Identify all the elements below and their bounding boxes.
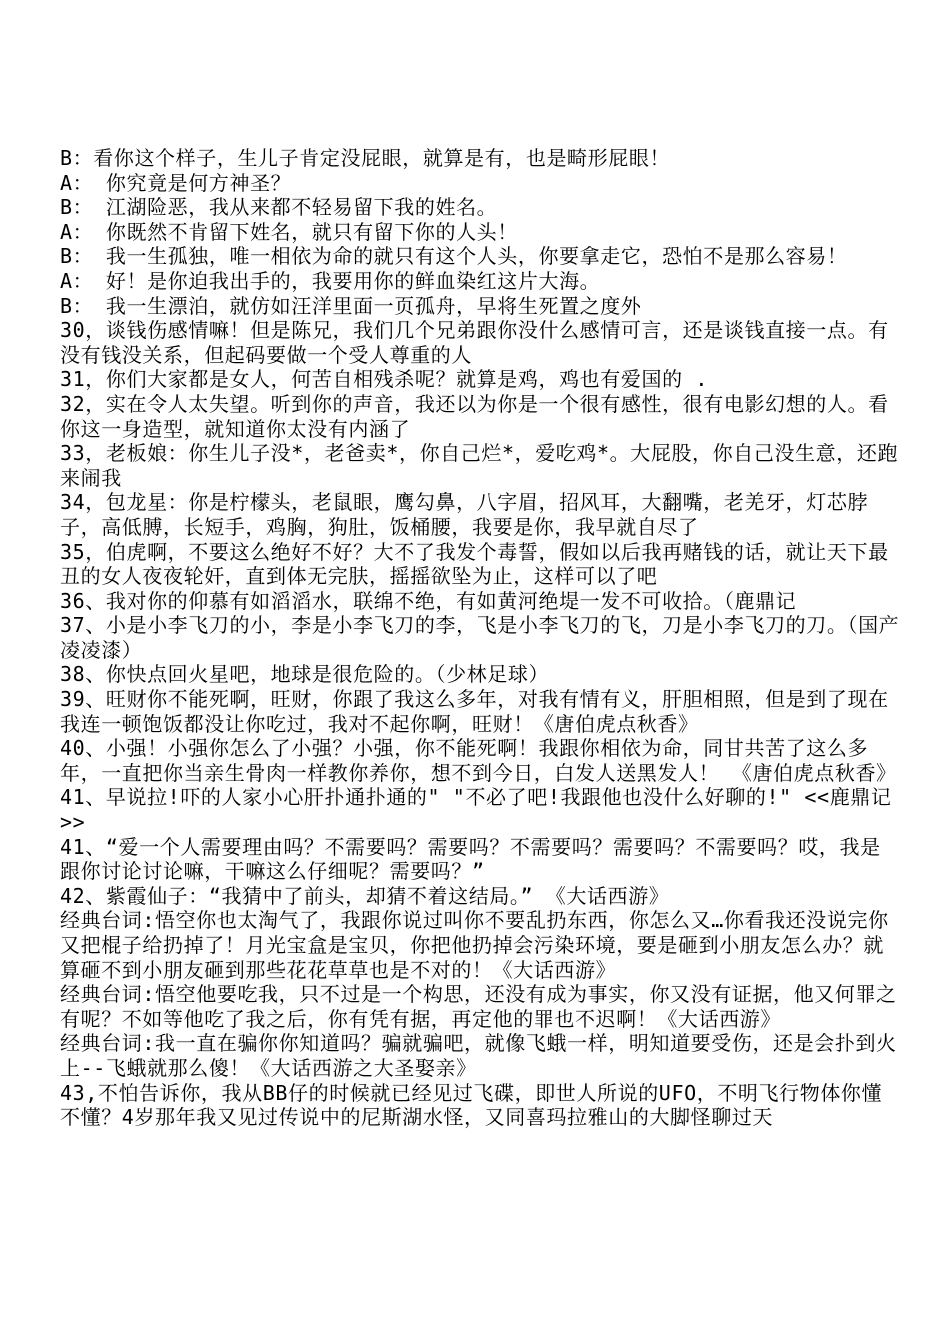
text-paragraph: 30，谈钱伤感情嘛！但是陈兄，我们几个兄弟跟你没什么感情可言，还是谈钱直接一点。有没有钱没关系，但起码要做一个受人尊重的人 (60, 318, 889, 367)
text-paragraph: 31，你们大家都是女人，何苦自相残杀呢？就算是鸡，鸡也有爱国的 . (60, 367, 708, 392)
text-paragraph: A： 你究竟是何方神圣？ (60, 170, 292, 195)
text-paragraph: 40、小强！小强你怎么了小强？小强，你不能死啊！我跟你相依为命，同甘共苦了这么多年，一直把你当亲生骨肉一样教你养你，想不到今日，白发人送黑发人！ 《唐伯虎点秋香》 (60, 736, 897, 785)
text-paragraph: B：看你这个样子，生儿子肯定没屁眼，就算是有，也是畸形屁眼！ (60, 146, 671, 170)
text-paragraph: 35，伯虎啊，不要这么绝好不好？大不了我发个毒誓，假如以后我再赌钱的话，就让天下最丑的女人夜夜轮奸，直到体无完肤，摇摇欲坠为止，这样可以了吧 (60, 539, 889, 589)
text-paragraph: A： 你既然不肯留下姓名，就只有留下你的人头！ (60, 219, 518, 244)
text-paragraph: B： 我一生漂泊，就仿如汪洋里面一页孤舟，早将生死置之度外 (60, 293, 642, 318)
text-paragraph: 39、旺财你不能死啊，旺财，你跟了我这么多年，对我有情有义，肝胆相照，但是到了现在我连一顿饱饭都没让你吃过，我对不起你啊，旺财！《唐伯虎点秋香》 (60, 687, 889, 736)
text-paragraph: 33，老板娘：你生儿子没*，老爸卖*，你自己烂*，爱吃鸡*。大屁股，你自己没生意，还跑来闹我 (60, 441, 899, 490)
document-body (60, 146, 900, 1130)
text-paragraph: A： 好！是你迫我出手的，我要用你的鲜血染红这片大海。 (60, 268, 601, 293)
text-paragraph: 43,不怕告诉你，我从BB仔的时候就已经见过飞碟，即世人所说的UFO，不明飞行物体你懂不懂？4岁那年我又见过传说中的尼斯湖水怪，又同喜玛拉雅山的大脚怪聊过天 (60, 1080, 883, 1130)
text-paragraph: 34，包龙星：你是柠檬头，老鼠眼，鹰勾鼻，八字眉，招风耳，大翻嘴，老羌牙，灯芯脖子，高低膊，长短手，鸡胸，狗肚，饭桶腰，我要是你，我早就自尽了 (60, 490, 869, 539)
text-paragraph: 经典台词:悟空你也太淘气了，我跟你说过叫你不要乱扔东西，你怎么又…你看我还没说完你又把棍子给扔掉了！月光宝盒是宝贝，你把他扔掉会污染环境，要是砸到小朋友怎么办？就算砸不到小朋友砸到那些花花草草也是不对的！《大话西游》 (60, 908, 889, 982)
text-paragraph: 32，实在令人太失望。听到你的声音，我还以为你是一个很有感性，很有电影幻想的人。看你这一身造型，就知道你太没有内涵了 (60, 391, 889, 441)
text-paragraph: 41、“爱一个人需要理由吗？不需要吗？需要吗？不需要吗？需要吗？不需要吗？哎，我是跟你讨论讨论嘛，干嘛这么仔细呢？需要吗？” (60, 834, 881, 884)
text-paragraph: B： 我一生孤独，唯一相依为命的就只有这个人头，你要拿走它，恐怕不是那么容易！ (60, 244, 848, 269)
text-paragraph: 38、你快点回火星吧，地球是很危险的。（少林足球） (60, 662, 550, 687)
text-paragraph: 41、早说拉!吓的人家小心肝扑通扑通的" "不必了吧!我跟他也没什么好聊的!" <<鹿鼎记>> (60, 785, 892, 835)
text-paragraph: 经典台词:悟空他要吃我，只不过是一个构思，还没有成为事实，你又没有证据，他又何罪之有呢？不如等他吃了我之后，你有凭有据，再定他的罪也不迟啊！《大话西游》 (60, 982, 897, 1031)
text-paragraph: 42、紫霞仙子：“我猜中了前头，却猜不着这结局。” 《大话西游》 (60, 883, 670, 908)
text-paragraph: B： 江湖险恶，我从来都不轻易留下我的姓名。 (60, 195, 498, 220)
text-paragraph: 37、小是小李飞刀的小，李是小李飞刀的李，飞是小李飞刀的飞，刀是小李飞刀的刀。（国产凌凌漆） (60, 613, 900, 662)
text-paragraph: 经典台词:我一直在骗你你知道吗？骗就骗吧，就像飞蛾一样，明知道要受伤，还是会扑到火上--飞蛾就那么傻！《大话西游之大圣娶亲》 (60, 1031, 897, 1080)
text-paragraph: 36、我对你的仰慕有如滔滔水，联绵不绝，有如黄河绝堤一发不可收拾。（鹿鼎记 (60, 588, 797, 613)
